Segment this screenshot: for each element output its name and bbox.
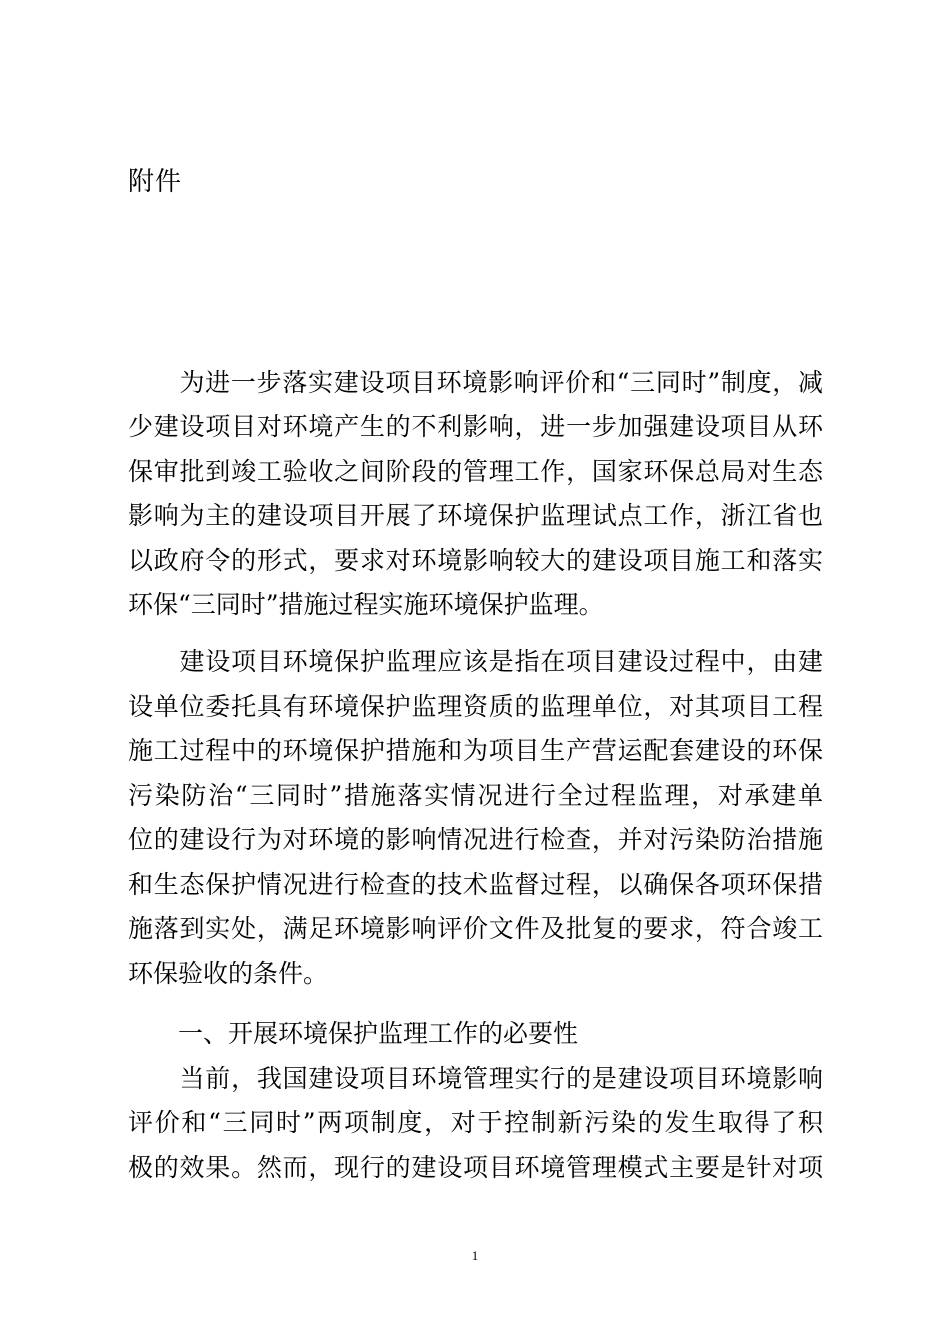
paragraph-line: 极的效果。然而，现行的建设项目环境管理模式主要是针对项 (128, 1153, 823, 1182)
paragraph-line: 环保“三同时”措施过程实施环境保护监理。 (128, 590, 604, 619)
paragraph-line: 设单位委托具有环境保护监理资质的监理单位，对其项目工程 (128, 692, 823, 721)
attachment-label: 附件 (128, 167, 183, 197)
paragraph-line: 保审批到竣工验收之间阶段的管理工作，国家环保总局对生态 (128, 457, 823, 486)
page-number: 1 (471, 1248, 479, 1263)
paragraph-line: 当前，我国建设项目环境管理实行的是建设项目环境影响 (128, 1064, 823, 1093)
paragraph-line: 少建设项目对环境产生的不利影响，进一步加强建设项目从环 (128, 412, 823, 441)
paragraph-line: 影响为主的建设项目开展了环境保护监理试点工作，浙江省也 (128, 501, 823, 530)
paragraph-line: 施落到实处，满足环境影响评价文件及批复的要求，符合竣工 (128, 914, 823, 943)
section-heading: 一、开展环境保护监理工作的必要性 (128, 1019, 579, 1048)
paragraph-line: 以政府令的形式，要求对环境影响较大的建设项目施工和落实 (128, 546, 823, 575)
paragraph-line: 评价和“三同时”两项制度，对于控制新污染的发生取得了积 (128, 1108, 823, 1137)
paragraph-line: 位的建设行为对环境的影响情况进行检查，并对污染防治措施 (128, 825, 823, 854)
paragraph-line: 和生态保护情况进行检查的技术监督过程，以确保各项环保措 (128, 870, 823, 899)
paragraph-line: 环保验收的条件。 (128, 959, 329, 988)
paragraph-line: 为进一步落实建设项目环境影响评价和“三同时”制度，减 (128, 368, 823, 397)
paragraph-line: 建设项目环境保护监理应该是指在项目建设过程中，由建 (128, 647, 823, 676)
paragraph-line: 施工过程中的环境保护措施和为项目生产营运配套建设的环保 (128, 736, 823, 765)
paragraph-line: 污染防治“三同时”措施落实情况进行全过程监理，对承建单 (128, 781, 823, 810)
